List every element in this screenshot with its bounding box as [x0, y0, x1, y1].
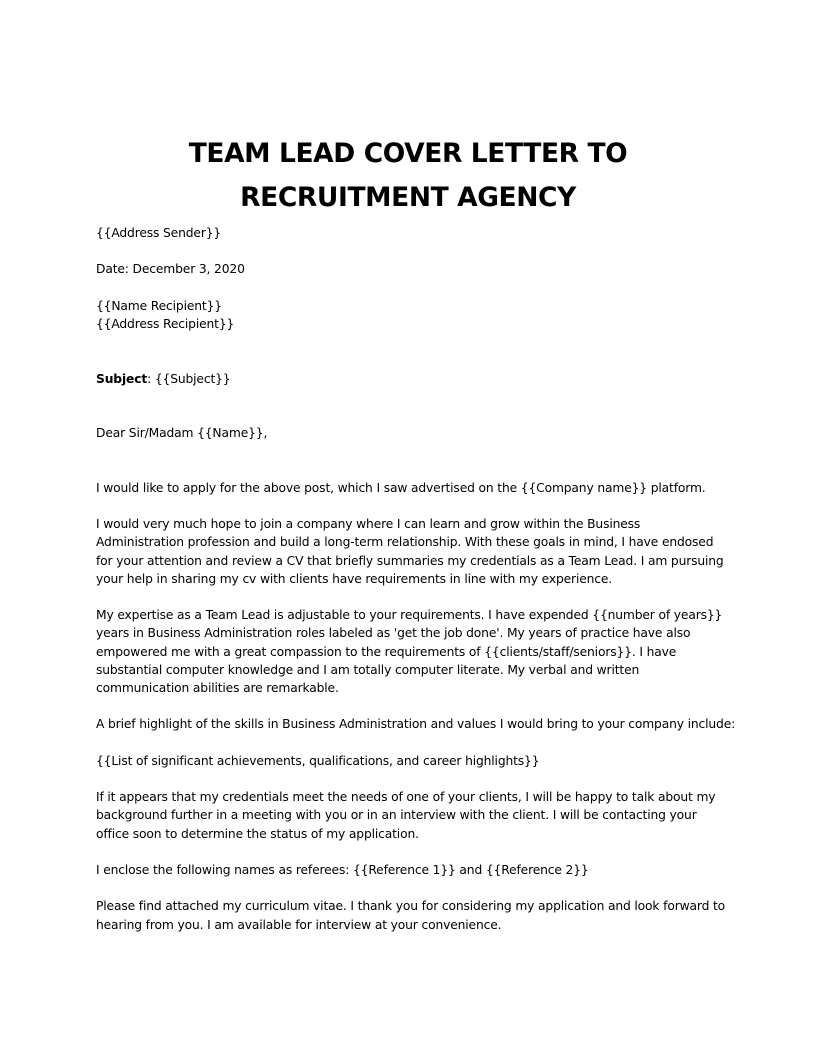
- paragraph-line: I would like to apply for the above post, which I saw advertised on the {{Company name}} platform.: [96, 480, 706, 495]
- paragraph-line: background further in a meeting with you or in an interview with the client. I will be contacting your: [96, 808, 697, 823]
- paragraph-motivation: [96, 515, 736, 588]
- address-sender: {{Address Sender}}: [96, 226, 222, 240]
- paragraph-line: your help in sharing my cv with clients have requirements in line with my experience.: [96, 571, 613, 586]
- paragraph-line: substantial computer knowledge and I am totally computer literate. My verbal and written: [96, 662, 640, 677]
- paragraph-referees: [96, 861, 736, 879]
- paragraph-line: Please find attached my curriculum vitae. I thank you for considering my application and look forward to: [96, 899, 726, 914]
- paragraph-line: communication abilities are remarkable.: [96, 680, 339, 695]
- paragraph-line: hearing from you. I am available for interview at your convenience.: [96, 917, 502, 932]
- paragraph-skills-intro: [96, 715, 736, 733]
- title-line-2: RECRUITMENT AGENCY: [240, 181, 576, 213]
- paragraph-line: empowered me with a great compassion to the requirements of {{clients/staff/seniors}}. I have: [96, 644, 677, 659]
- paragraph-line: I enclose the following names as referees: {{Reference 1}} and {{Reference 2}}: [96, 862, 589, 877]
- salutation: Dear Sir/Madam {{Name}},: [96, 426, 268, 441]
- title-line-1: TEAM LEAD COVER LETTER TO: [188, 137, 628, 169]
- name-recipient: {{Name Recipient}}: [96, 298, 222, 313]
- address-recipient: {{Address Recipient}}: [96, 316, 235, 331]
- paragraph-line: If it appears that my credentials meet the needs of one of your clients, I will be happy to talk about my: [96, 790, 716, 805]
- paragraph-line: years in Business Administration roles labeled as 'get the job done'. My years of practice have also: [96, 626, 691, 641]
- document-title: [0, 132, 816, 220]
- paragraph-line: Administration profession and build a long-term relationship. With these goals in mind, I have endosed: [96, 535, 714, 550]
- paragraph-achievements: [96, 752, 736, 770]
- paragraph-expertise: [96, 606, 736, 697]
- paragraph-line: I would very much hope to join a company where I can learn and grow within the Business: [96, 517, 641, 532]
- letter-date: Date: December 3, 2020: [96, 262, 245, 277]
- paragraph-line: My expertise as a Team Lead is adjustable to your requirements. I have expended {{number of years}}: [96, 608, 723, 623]
- paragraph-line: A brief highlight of the skills in Business Administration and values I would bring to your company include:: [96, 717, 736, 732]
- subject-value: : {{Subject}}: [147, 371, 231, 386]
- paragraph-meeting: [96, 788, 736, 843]
- subject-label: Subject: [96, 371, 148, 386]
- paragraph-line: for your attention and review a CV that briefly summaries my credentials as a Team Lead. I am pursuing: [96, 553, 724, 568]
- paragraph-line: office soon to determine the status of my application.: [96, 826, 419, 841]
- subject-line: [96, 370, 736, 388]
- letter-body: [96, 224, 736, 934]
- paragraph-line: {{List of significant achievements, qualifications, and career highlights}}: [96, 753, 540, 768]
- paragraph-closing: [96, 897, 736, 933]
- paragraph-intro: [96, 479, 736, 497]
